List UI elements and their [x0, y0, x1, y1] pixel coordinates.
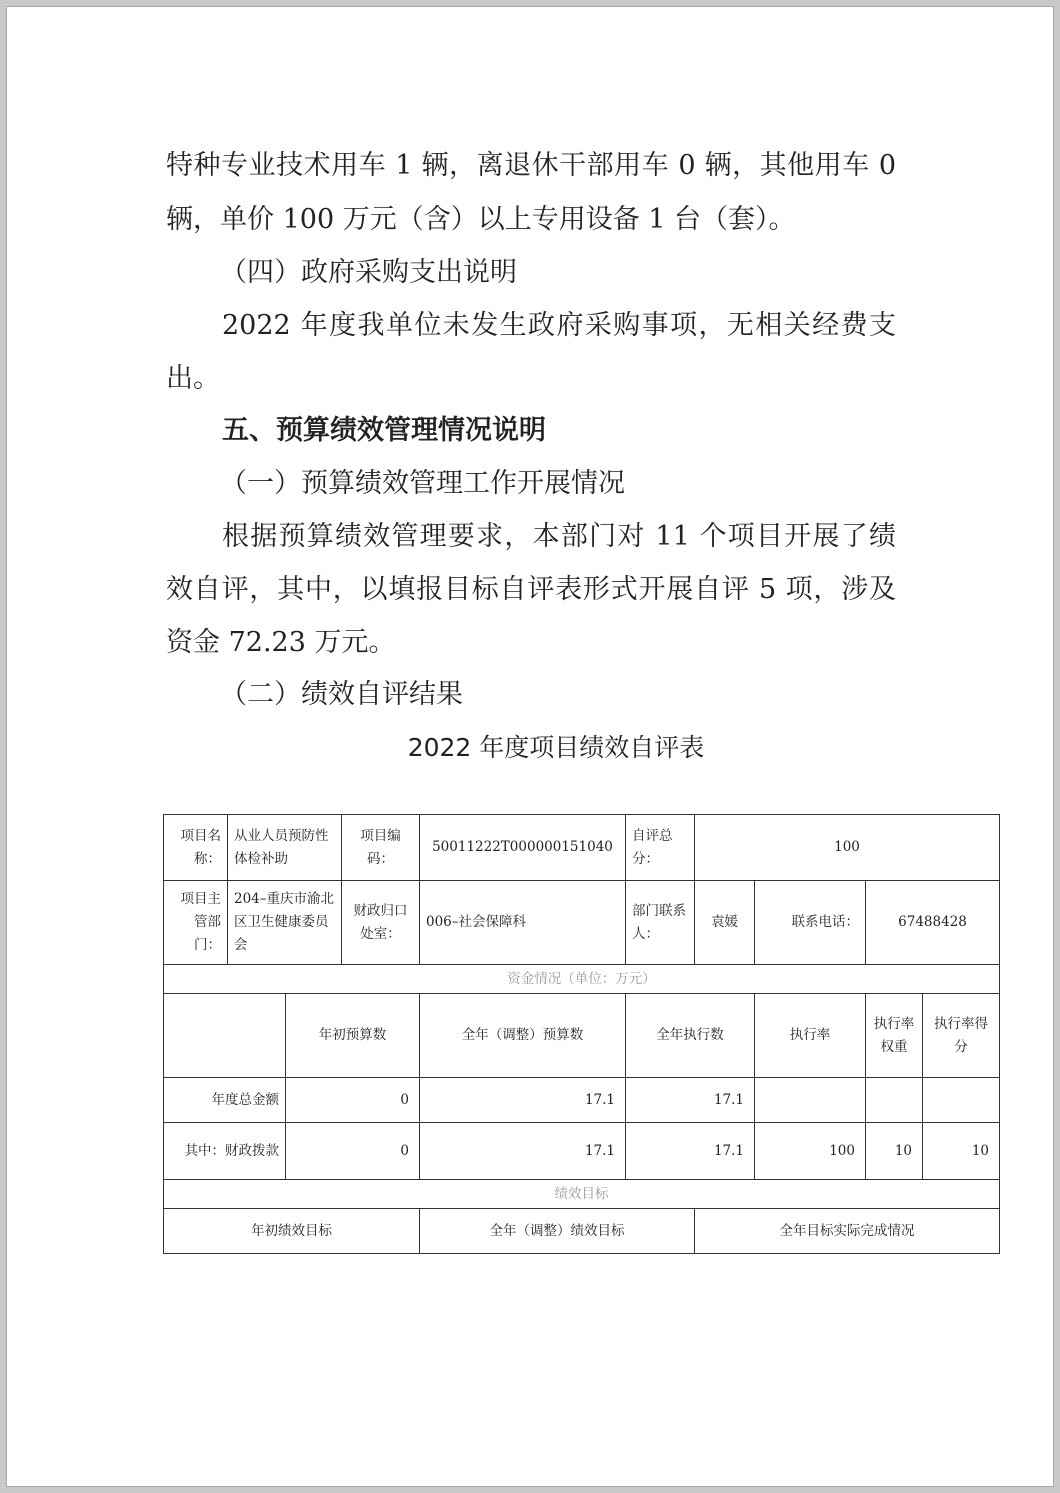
goal-adjusted-header: 全年（调整）绩效目标: [420, 1209, 695, 1254]
row-total-label: 年度总金额: [164, 1078, 286, 1123]
paragraph-selfeval-line2: 效自评，其中，以填报目标自评表形式开展自评 5 项，涉及: [166, 574, 896, 605]
office-label: 财政归口处室：: [342, 881, 420, 965]
heading-performance-work: （一）预算绩效管理工作开展情况: [220, 468, 625, 499]
table-row: [164, 1123, 1000, 1180]
col-adjusted-budget: 全年（调整）预算数: [420, 994, 626, 1078]
dept-label: 项目主管部门：: [164, 881, 228, 965]
col-execution-rate: 执行率: [755, 994, 866, 1078]
col-initial-budget: 年初预算数: [286, 994, 420, 1078]
table-title: 2022 年度项目绩效自评表: [407, 733, 705, 762]
paragraph-procurement-line2: 出。: [166, 363, 220, 394]
heading-selfeval-results: （二）绩效自评结果: [220, 679, 463, 710]
row-total-rate: [755, 1078, 866, 1123]
phone-value: 67488428: [866, 881, 1000, 965]
contact-value: 袁媛: [695, 881, 755, 965]
table-row: [164, 815, 1000, 881]
table-row: [164, 1180, 1000, 1209]
col-rate-score: 执行率得分: [923, 994, 1000, 1078]
row-total-initial: 0: [286, 1078, 420, 1123]
performance-self-evaluation-table: [163, 814, 1000, 1254]
contact-label: 部门联系人：: [626, 881, 695, 965]
heading-performance: 五、预算绩效管理情况说明: [222, 415, 546, 446]
col-rate-weight: 执行率权重: [866, 994, 923, 1078]
table-row: [164, 994, 1000, 1078]
paragraph-vehicles-line1: 特种专业技术用车 1 辆，离退休干部用车 0 辆，其他用车 0: [166, 150, 896, 181]
project-code-label: 项目编码：: [342, 815, 420, 881]
project-code-value: 50011222T000000151040: [420, 815, 626, 881]
score-total-value: 100: [695, 815, 1000, 881]
row-fiscal-adjusted: 17.1: [420, 1123, 626, 1180]
project-name-label: 项目名称：: [164, 815, 228, 881]
heading-procurement: （四）政府采购支出说明: [220, 257, 517, 288]
row-fiscal-weight: 10: [866, 1123, 923, 1180]
empty-header-cell: [164, 994, 286, 1078]
row-total-score: [923, 1078, 1000, 1123]
row-fiscal-initial: 0: [286, 1123, 420, 1180]
office-value: 006–社会保障科: [420, 881, 626, 965]
row-fiscal-executed: 17.1: [626, 1123, 755, 1180]
col-executed: 全年执行数: [626, 994, 755, 1078]
paragraph-selfeval-line3: 资金 72.23 万元。: [166, 627, 396, 658]
row-fiscal-rate: 100: [755, 1123, 866, 1180]
paragraph-selfeval-line1: 根据预算绩效管理要求，本部门对 11 个项目开展了绩: [222, 521, 896, 552]
project-name-value: 从业人员预防性体检补助: [228, 815, 342, 881]
dept-value: 204–重庆市渝北区卫生健康委员会: [228, 881, 342, 965]
row-total-weight: [866, 1078, 923, 1123]
paragraph-procurement-line1: 2022 年度我单位未发生政府采购事项，无相关经费支: [222, 310, 896, 341]
row-total-adjusted: 17.1: [420, 1078, 626, 1123]
table-row: [164, 1078, 1000, 1123]
goals-section-header: 绩效目标: [164, 1180, 1000, 1209]
goal-initial-header: 年初绩效目标: [164, 1209, 420, 1254]
row-total-executed: 17.1: [626, 1078, 755, 1123]
score-total-label: 自评总分：: [626, 815, 695, 881]
goal-actual-header: 全年目标实际完成情况: [695, 1209, 1000, 1254]
paragraph-vehicles-line2: 辆，单价 100 万元（含）以上专用设备 1 台（套）。: [166, 204, 796, 235]
table-row: [164, 1209, 1000, 1254]
table-row: [164, 965, 1000, 994]
funds-section-header: 资金情况（单位：万元）: [164, 965, 1000, 994]
phone-label: 联系电话：: [755, 881, 866, 965]
row-fiscal-score: 10: [923, 1123, 1000, 1180]
row-fiscal-label: 其中：财政拨款: [164, 1123, 286, 1180]
table-row: [164, 881, 1000, 965]
